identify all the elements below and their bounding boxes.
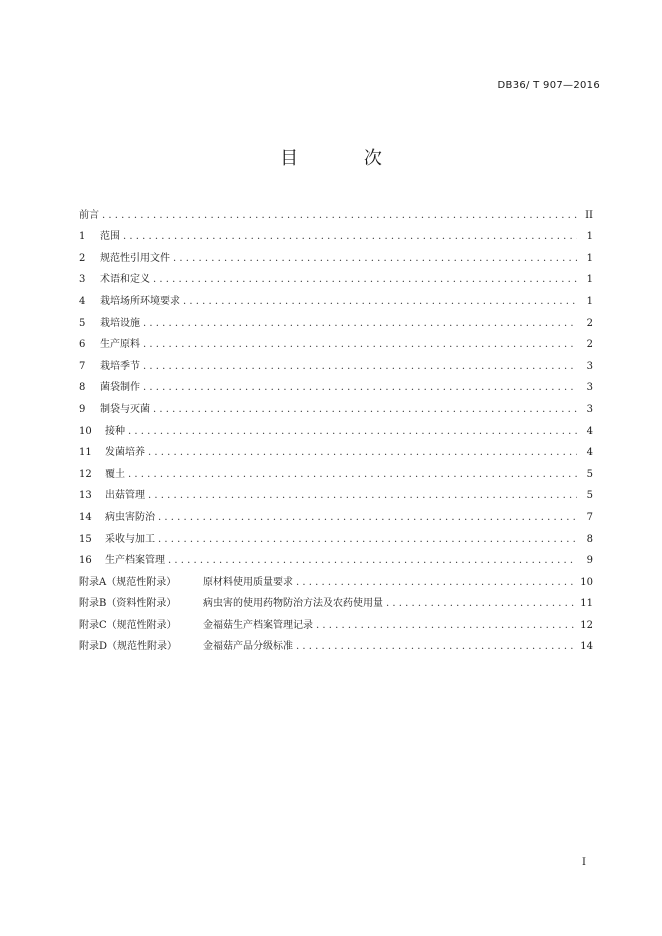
toc-leader-dots xyxy=(123,231,577,242)
toc-entry-label: 规范性引用文件 xyxy=(100,252,170,264)
toc-entry-label: 生产档案管理 xyxy=(105,555,165,567)
toc-entry[interactable] xyxy=(79,501,593,523)
toc-entry-label: 出菇管理 xyxy=(105,490,145,502)
toc-entry[interactable] xyxy=(79,523,593,545)
toc-leader-dots xyxy=(128,426,577,437)
toc-entry[interactable] xyxy=(79,480,593,502)
toc-entry-number: 13 xyxy=(79,490,92,502)
toc-entry-page: 8 xyxy=(586,533,593,545)
appendix-page: 12 xyxy=(580,619,593,631)
toc-appendix-entry[interactable] xyxy=(79,609,593,631)
appendix-label: 金福菇产品分级标准 xyxy=(203,641,293,653)
toc-entry-number: 16 xyxy=(79,555,92,567)
toc-entry-number: 2 xyxy=(79,252,86,264)
toc-entry-page: 2 xyxy=(586,339,593,351)
toc-entry-page: 2 xyxy=(586,317,593,329)
toc-entry[interactable] xyxy=(79,264,593,286)
toc-entry-label: 前言 xyxy=(79,209,99,221)
toc-entry-page: 7 xyxy=(586,511,593,523)
toc-leader-dots xyxy=(296,577,576,588)
toc-entry[interactable] xyxy=(79,415,593,437)
appendix-label: 病虫害的使用药物防治方法及农药使用量 xyxy=(203,598,383,610)
toc-entry-number: 15 xyxy=(79,533,92,545)
toc-entry-label: 栽培季节 xyxy=(100,360,140,372)
toc-entry-number: 5 xyxy=(79,317,86,329)
toc-entry-number: 1 xyxy=(79,231,86,243)
toc-entry-label: 菌袋制作 xyxy=(100,382,140,394)
toc-entry-label: 栽培设施 xyxy=(100,317,140,329)
toc-leader-dots xyxy=(148,490,577,501)
appendix-page: 10 xyxy=(580,576,593,588)
toc-entry-page: 3 xyxy=(586,403,593,415)
toc-appendix-entry[interactable] xyxy=(79,631,593,653)
toc-leader-dots xyxy=(153,404,577,415)
toc-entry-page: 1 xyxy=(586,295,593,307)
toc-entry-label: 术语和定义 xyxy=(100,274,150,286)
toc-entry-number: 10 xyxy=(79,425,92,437)
toc-entry[interactable] xyxy=(79,285,593,307)
toc-leader-dots xyxy=(173,253,577,264)
toc-entry-page: 4 xyxy=(586,447,593,459)
toc-entry-page: 3 xyxy=(586,360,593,372)
document-code: DB36/ T 907—2016 xyxy=(497,80,600,91)
toc-entry-number: 12 xyxy=(79,468,92,480)
toc-entry-page: II xyxy=(585,209,593,221)
toc-leader-dots xyxy=(148,447,577,458)
toc-entry-number: 7 xyxy=(79,360,86,372)
toc-entry-label: 接种 xyxy=(105,425,125,437)
toc-entry-number: 11 xyxy=(79,447,92,459)
toc-entry-label: 发菌培养 xyxy=(105,447,145,459)
toc-appendix-entry[interactable] xyxy=(79,566,593,588)
appendix-label: 金福菇生产档案管理记录 xyxy=(203,619,313,631)
toc-entry-label: 制袋与灭菌 xyxy=(100,403,150,415)
toc-entry-label: 采收与加工 xyxy=(105,533,155,545)
toc-entry-number: 4 xyxy=(79,295,86,307)
toc-leader-dots xyxy=(143,361,577,372)
toc-entry-page: 5 xyxy=(586,468,593,480)
appendix-heading: 附录A（规范性附录） xyxy=(79,576,177,588)
toc-entry[interactable] xyxy=(79,393,593,415)
appendix-heading: 附录C（规范性附录） xyxy=(79,619,177,631)
toc-entry-number: 8 xyxy=(79,382,86,394)
toc-leader-dots xyxy=(143,382,577,393)
toc-entry[interactable] xyxy=(79,329,593,351)
appendix-label: 原材料使用质量要求 xyxy=(203,576,293,588)
toc-entry-number: 6 xyxy=(79,339,86,351)
toc-entry-label: 栽培场所环境要求 xyxy=(100,295,180,307)
appendix-heading: 附录B（资料性附录） xyxy=(79,598,177,610)
appendix-heading: 附录D（规范性附录） xyxy=(79,641,178,653)
toc-leader-dots xyxy=(386,598,576,609)
toc-entry[interactable] xyxy=(79,350,593,372)
toc-entry[interactable] xyxy=(79,458,593,480)
page-title: 目 次 xyxy=(280,148,412,169)
toc-leader-dots xyxy=(143,339,577,350)
toc-entry[interactable] xyxy=(79,372,593,394)
toc-entry[interactable] xyxy=(79,307,593,329)
toc-entry-label: 覆土 xyxy=(105,468,125,480)
toc-entry-number: 9 xyxy=(79,403,86,415)
toc-entry[interactable] xyxy=(79,242,593,264)
table-of-contents xyxy=(79,199,593,652)
toc-leader-dots xyxy=(168,555,577,566)
toc-entry-page: 9 xyxy=(586,555,593,567)
toc-entry-page: 5 xyxy=(586,490,593,502)
toc-entry-page: 1 xyxy=(586,252,593,264)
toc-entry-number: 14 xyxy=(79,511,92,523)
toc-leader-dots xyxy=(316,620,576,631)
toc-entry[interactable] xyxy=(79,221,593,243)
toc-leader-dots xyxy=(102,210,577,221)
toc-entry-label: 范围 xyxy=(100,231,120,243)
toc-leader-dots xyxy=(143,318,577,329)
toc-leader-dots xyxy=(183,296,577,307)
toc-entry[interactable] xyxy=(79,199,593,221)
toc-entry-page: 3 xyxy=(586,382,593,394)
toc-entry-page: 4 xyxy=(586,425,593,437)
page-number: I xyxy=(582,857,586,868)
toc-leader-dots xyxy=(296,641,576,652)
toc-entry-label: 病虫害防治 xyxy=(105,511,155,523)
appendix-page: 14 xyxy=(580,641,593,653)
toc-leader-dots xyxy=(128,469,577,480)
toc-entry-label: 生产原料 xyxy=(100,339,140,351)
toc-appendix-entry[interactable] xyxy=(79,588,593,610)
appendix-page: 11 xyxy=(580,598,593,610)
toc-leader-dots xyxy=(153,274,577,285)
toc-entry[interactable] xyxy=(79,545,593,567)
toc-entry-number: 3 xyxy=(79,274,86,286)
toc-entry[interactable] xyxy=(79,437,593,459)
toc-leader-dots xyxy=(158,512,577,523)
toc-entry-page: 1 xyxy=(586,274,593,286)
toc-entry-page: 1 xyxy=(586,231,593,243)
toc-leader-dots xyxy=(158,534,577,545)
